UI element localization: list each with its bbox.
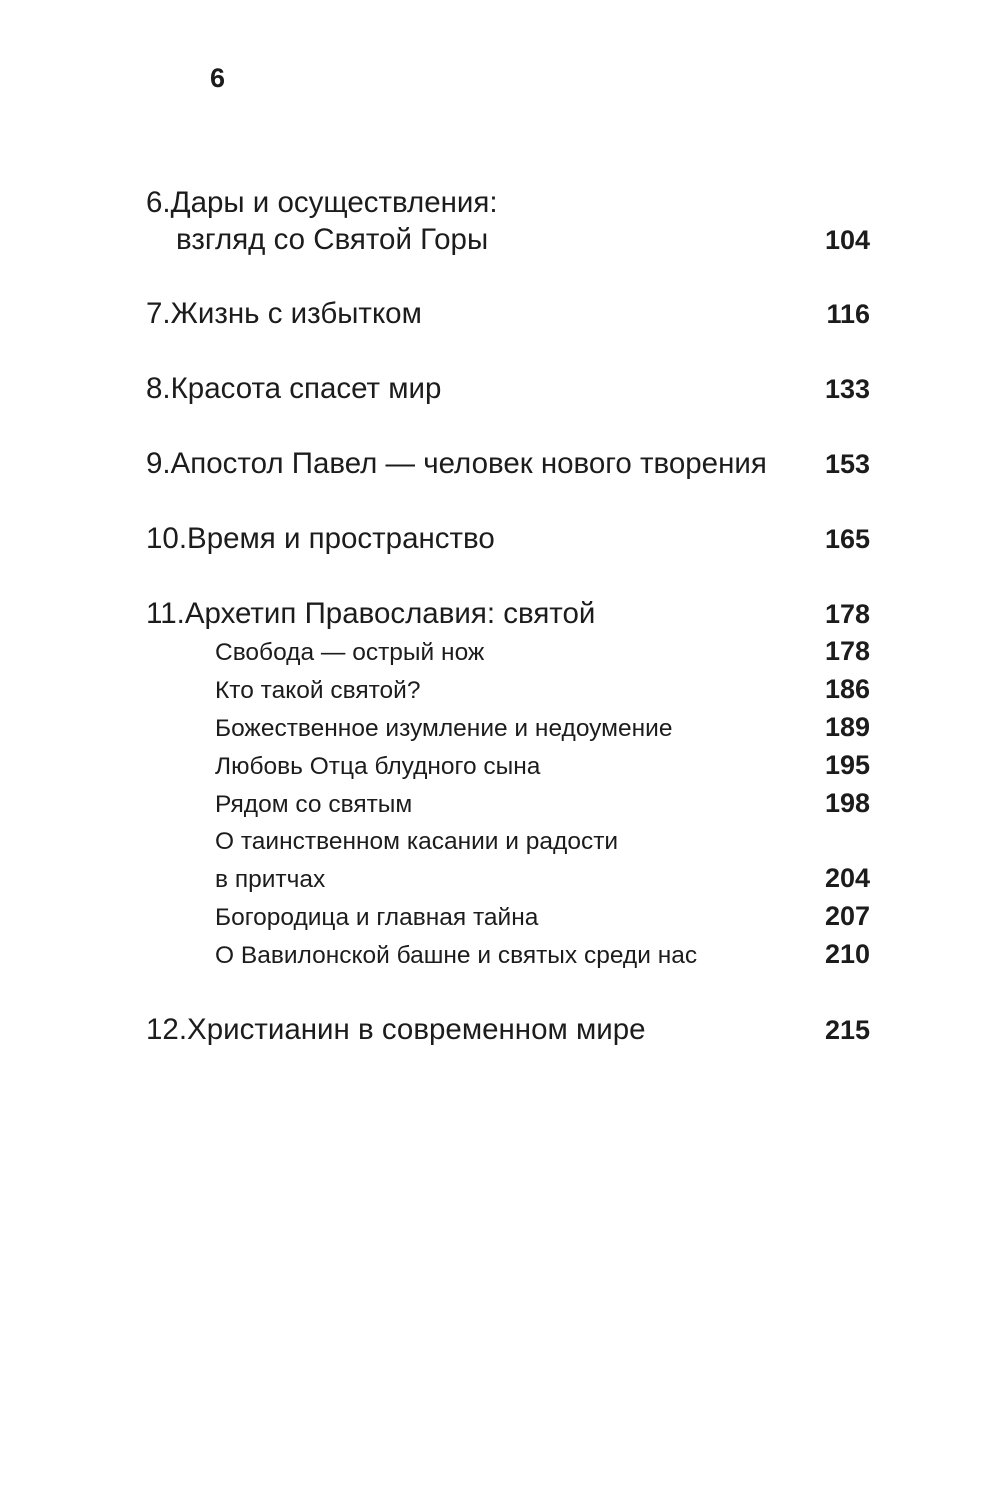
subsection-line-continuation [146, 860, 870, 898]
toc-entry-10 [146, 520, 870, 558]
subsection-title: Богородица и главная тайна [215, 904, 539, 931]
subsection-title-continuation: в притчах [215, 866, 326, 893]
chapter-page: 165 [824, 524, 870, 554]
chapter-page: 104 [824, 225, 870, 255]
chapter-page: 153 [824, 449, 870, 479]
chapter-number: 11. [146, 597, 185, 630]
toc-entry-line [146, 1011, 870, 1049]
subsection-line [146, 671, 870, 709]
toc-entry-12 [146, 1011, 870, 1049]
chapter-number: 6. [146, 186, 171, 219]
subsection-title: Свобода — острый нож [215, 639, 485, 666]
table-of-contents [146, 184, 870, 1049]
subsection-page: 195 [824, 750, 870, 780]
toc-entry-8 [146, 370, 870, 408]
toc-entry-line [146, 520, 870, 558]
chapter-page: 116 [826, 299, 870, 329]
chapter-page: 215 [824, 1015, 870, 1045]
toc-entry-7 [146, 295, 870, 333]
subsection-line [146, 898, 870, 936]
toc-entry-line [146, 295, 870, 333]
chapter-page: 178 [824, 599, 870, 629]
toc-entry-line [146, 445, 870, 483]
subsection-title: Любовь Отца блудного сына [215, 753, 541, 780]
subsection-title: Рядом со святым [215, 791, 413, 818]
subsection-page: 178 [824, 636, 870, 666]
chapter-title-continuation: взгляд со Святой Горы [176, 223, 489, 256]
chapter-title: Христианин в современном мире [187, 1013, 646, 1046]
chapter-title: Жизнь с избытком [170, 297, 422, 330]
chapter-title: Время и пространство [187, 522, 495, 555]
chapter-title: Архетип Православия: святой [184, 597, 596, 630]
chapter-number: 12. [146, 1013, 188, 1046]
subsection-list [146, 633, 870, 974]
chapter-number: 10. [146, 522, 188, 555]
subsection-title: Божественное изумление и недоумение [215, 715, 673, 742]
subsection-page: 210 [824, 939, 870, 969]
subsection-title: О таинственном касании и радости [215, 828, 619, 855]
subsection-page: 207 [824, 901, 870, 931]
subsection-page: 189 [824, 712, 870, 742]
subsection-line [146, 747, 870, 785]
subsection-line [146, 709, 870, 747]
chapter-title: Апостол Павел — человек нового творения [170, 447, 767, 480]
chapter-page: 133 [824, 374, 870, 404]
subsection-line [146, 785, 870, 823]
toc-entry-line [146, 184, 870, 221]
subsection-title: О Вавилонской башне и святых среди нас [215, 942, 698, 969]
toc-entry-11 [146, 595, 870, 974]
subsection-page: 198 [824, 788, 870, 818]
chapter-number: 9. [146, 447, 171, 480]
toc-entry-line [146, 595, 870, 633]
chapter-title: Красота спасет мир [170, 372, 442, 405]
toc-entry-continuation [146, 221, 870, 259]
subsection-line [146, 823, 870, 860]
subsection-title: Кто такой святой? [215, 677, 421, 704]
subsection-line [146, 936, 870, 974]
subsection-page: 204 [824, 863, 870, 893]
toc-entry-9 [146, 445, 870, 483]
subsection-line [146, 633, 870, 671]
toc-entry-6 [146, 184, 870, 259]
page-number: 6 [210, 63, 226, 93]
chapter-number: 7. [146, 297, 171, 330]
chapter-number: 8. [146, 372, 171, 405]
toc-entry-line [146, 370, 870, 408]
subsection-page: 186 [824, 674, 870, 704]
chapter-title: Дары и осуществления: [170, 186, 498, 219]
